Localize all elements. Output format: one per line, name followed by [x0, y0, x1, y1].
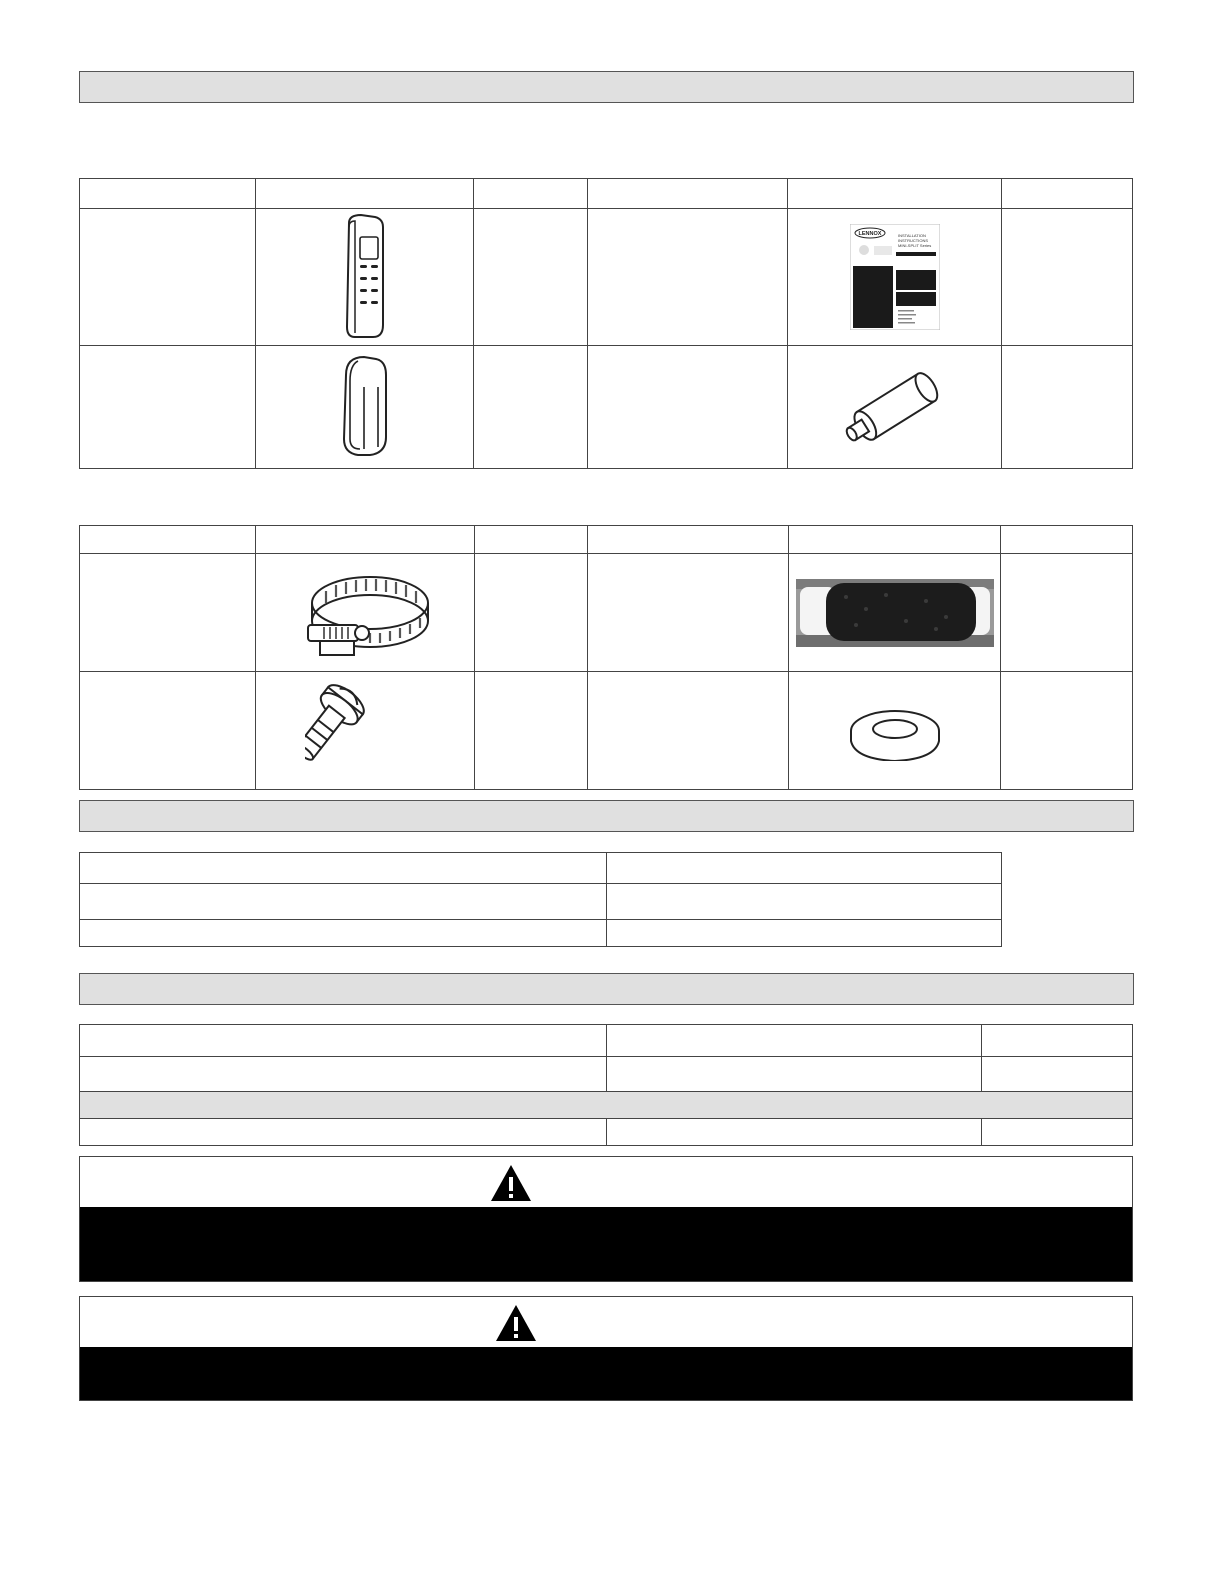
quantity-cell	[474, 346, 588, 469]
quantity-cell	[1002, 209, 1133, 346]
header-cell	[475, 526, 588, 554]
table-subheader-row	[80, 1092, 1133, 1119]
table-row	[80, 346, 1133, 469]
header-cell	[1001, 526, 1133, 554]
table-header-row	[80, 179, 1133, 209]
manual-title-line: MINI-SPLIT Series	[897, 243, 931, 248]
header-cell	[1002, 179, 1133, 209]
manual-title-line: INSTALLATION	[897, 233, 926, 238]
header-cell	[256, 179, 474, 209]
drain-joint-icon	[305, 681, 425, 781]
table-cell	[607, 920, 1002, 947]
table-cell	[80, 1025, 607, 1057]
part-name-cell	[588, 209, 788, 346]
section-header-bar-1	[79, 71, 1134, 103]
hose-clamp-icon	[290, 563, 440, 663]
accessories-table-1	[79, 178, 1133, 469]
remote-holder-icon	[334, 351, 396, 463]
part-name-cell	[588, 672, 789, 790]
quantity-cell	[1002, 346, 1133, 469]
header-cell	[788, 179, 1002, 209]
quantity-cell	[1001, 554, 1133, 672]
table-header-row	[80, 526, 1133, 554]
info-table-2	[79, 1024, 1133, 1146]
part-image-cell	[256, 672, 475, 790]
table-cell	[80, 1119, 607, 1146]
table-cell	[607, 1057, 982, 1092]
seal-ring-icon	[847, 701, 943, 761]
part-name-cell	[80, 554, 256, 672]
table-row	[80, 1119, 1133, 1146]
header-cell	[588, 526, 789, 554]
header-cell	[80, 526, 256, 554]
warning-box	[79, 1296, 1133, 1401]
quantity-cell	[474, 209, 588, 346]
warning-triangle-icon	[495, 1304, 537, 1342]
table-cell	[80, 920, 607, 947]
header-cell	[789, 526, 1001, 554]
table-cell	[80, 853, 607, 884]
quantity-cell	[1001, 672, 1133, 790]
table-row	[80, 672, 1133, 790]
table-row	[80, 853, 1002, 884]
table-cell	[982, 1119, 1133, 1146]
remote-control-icon	[335, 213, 395, 341]
table-row	[80, 209, 1133, 346]
section-header-bar-3	[79, 973, 1134, 1005]
quantity-cell	[475, 554, 588, 672]
warning-body	[80, 1207, 1132, 1281]
header-cell	[256, 526, 475, 554]
part-name-cell	[588, 554, 789, 672]
table-cell	[607, 1025, 982, 1057]
part-image-cell	[788, 346, 1002, 469]
drain-plug-icon	[830, 365, 960, 449]
part-image-cell	[789, 672, 1001, 790]
part-name-cell	[80, 672, 256, 790]
table-cell	[80, 1057, 607, 1092]
insulation-sleeve-icon	[796, 579, 994, 647]
part-image-cell	[789, 554, 1001, 672]
part-image-cell	[256, 346, 474, 469]
table-row	[80, 920, 1002, 947]
header-cell	[474, 179, 588, 209]
table-cell	[982, 1057, 1133, 1092]
table-subheader-cell	[80, 1092, 1133, 1119]
warning-box	[79, 1156, 1133, 1282]
accessories-table-2	[79, 525, 1133, 790]
part-name-cell	[588, 346, 788, 469]
part-name-cell	[80, 346, 256, 469]
table-cell	[982, 1025, 1133, 1057]
section-header-bar-2	[79, 800, 1134, 832]
table-cell	[607, 1119, 982, 1146]
quantity-cell	[475, 672, 588, 790]
installation-manual-icon	[850, 224, 940, 330]
manual-title-line: INSTRUCTIONS	[897, 238, 928, 243]
part-name-cell	[80, 209, 256, 346]
header-cell	[80, 179, 256, 209]
table-row	[80, 1057, 1133, 1092]
info-table-1	[79, 852, 1002, 947]
part-image-cell	[788, 209, 1002, 346]
table-cell	[80, 884, 607, 920]
table-row	[80, 554, 1133, 672]
warning-triangle-icon	[490, 1164, 532, 1202]
warning-body	[80, 1347, 1132, 1400]
part-image-cell	[256, 209, 474, 346]
table-row	[80, 884, 1002, 920]
table-cell	[607, 884, 1002, 920]
table-row	[80, 1025, 1133, 1057]
table-cell	[607, 853, 1002, 884]
manual-brand: LENNOX	[858, 231, 881, 237]
part-image-cell	[256, 554, 475, 672]
header-cell	[588, 179, 788, 209]
